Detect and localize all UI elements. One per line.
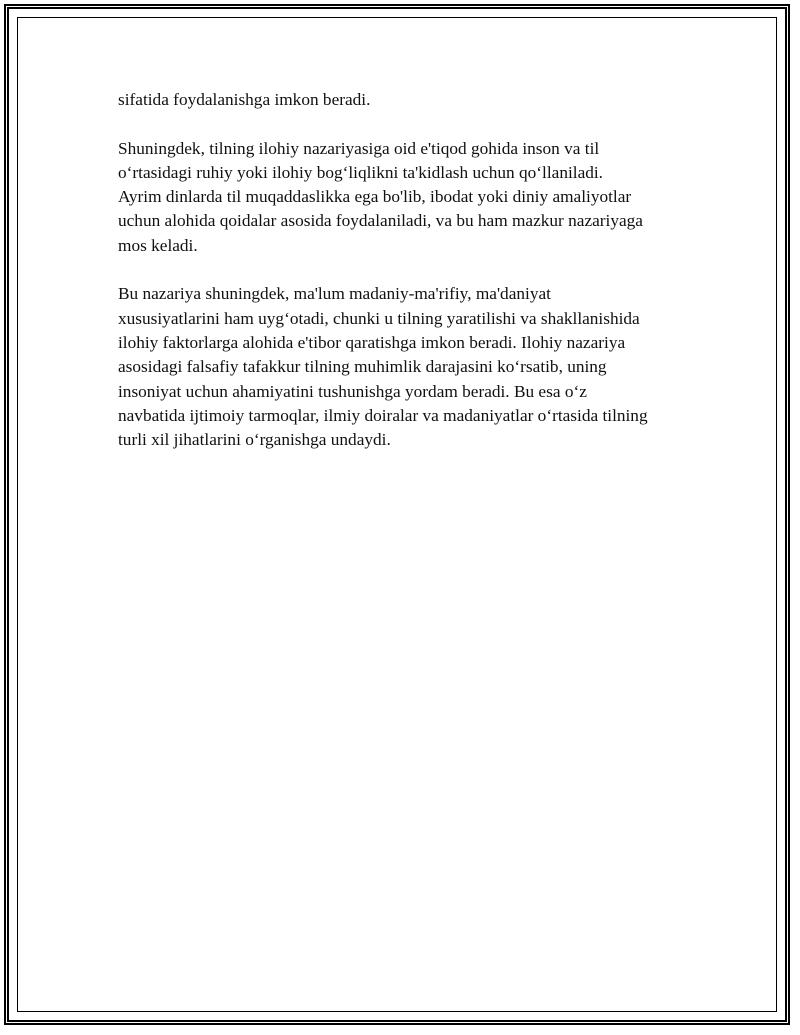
paragraph-spiritual-connection: Shuningdek, tilning ilohiy nazariyasiga oid e'tiqod gohida inson va til o‘rtasidagi ruhiy yoki ilohiy bog‘liqlikni ta'kidlash uchun qo‘llaniladi. Ayrim dinlarda til muqaddaslikka ega bo'lib, ibodat yoki diniy amaliyotlar uchun alohida qoidalar asosida foydalaniladi, va bu ham mazkur nazariyaga mos keladi. [118,138,643,255]
paragraph-continuation: sifatida foydalanishga imkon beradi. [118,90,371,109]
document-body [118,88,688,452]
paragraph-cultural-aspects: Bu nazariya shuningdek, ma'lum madaniy-ma'rifiy, ma'daniyat xususiyatlarini ham uyg‘otadi, chunki u tilning yaratilishi va shakllanishida ilohiy faktorlarga alohida e'tibor qaratishga imkon beradi. Ilohiy nazariya asosidagi falsafiy tafakkur tilning muhimlik darajasini ko‘rsatib, uning insoniyat uchun ahamiyatini tushunishga yordam beradi. Bu esa o‘z navbatida ijtimoiy tarmoqlar, ilmiy doiralar va madaniyatlar o‘rtasida tilning turli xil jihatlarini o‘rganishga undaydi. [118,284,648,450]
